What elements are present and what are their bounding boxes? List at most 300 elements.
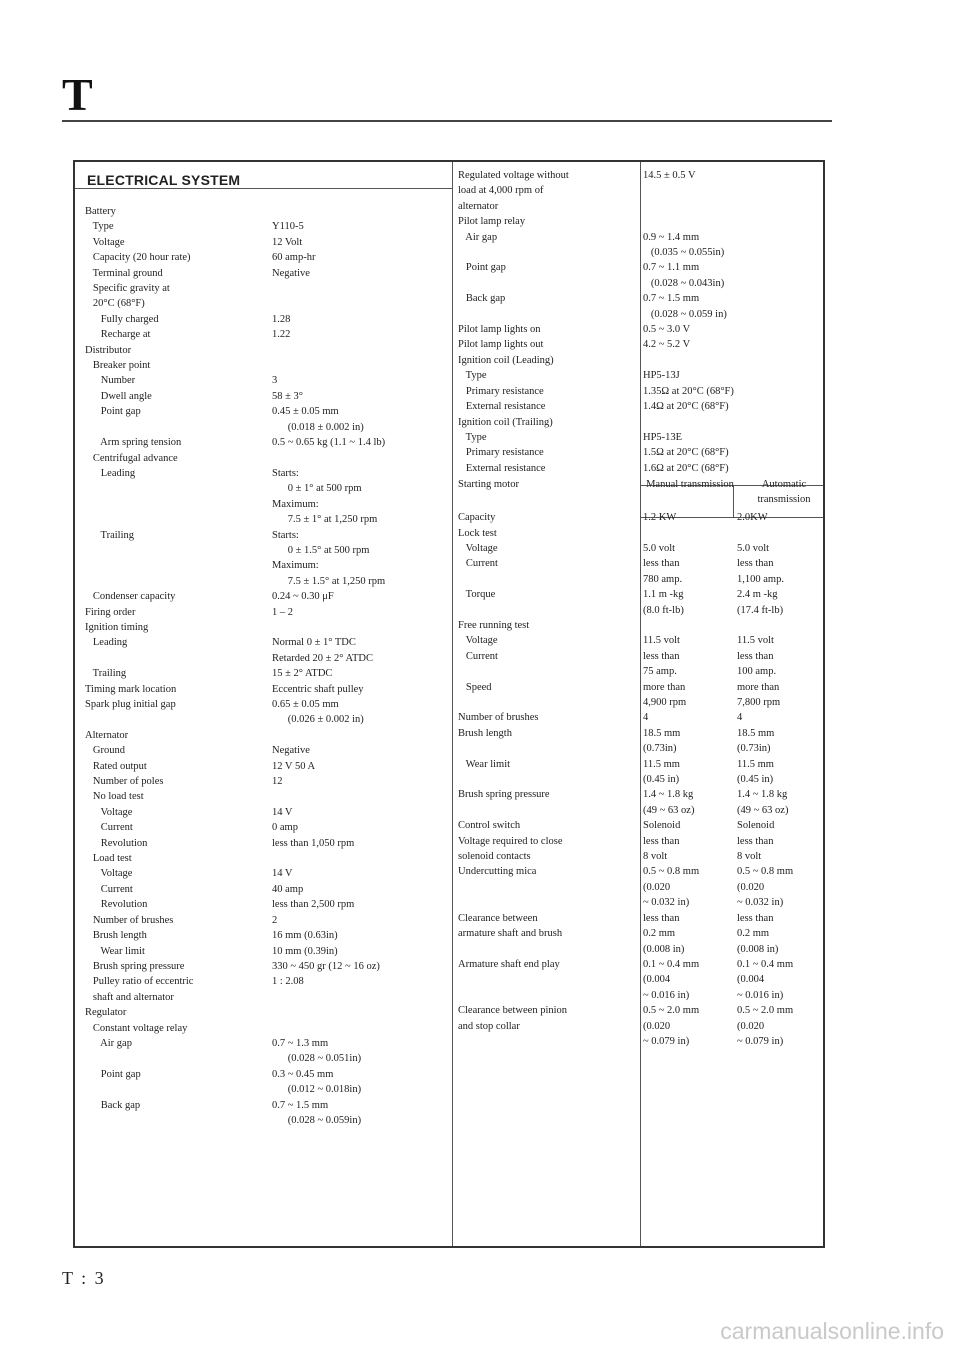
spec-value: less than 2,500 rpm — [272, 899, 355, 911]
spec-value: 60 amp-hr — [272, 252, 316, 264]
spec-value: 7.5 ± 1° at 1,250 rpm — [272, 514, 378, 526]
manual-value: 11.5 volt — [643, 635, 680, 647]
spec-label — [458, 245, 643, 260]
manual-value: 0.5 ~ 2.0 mm — [643, 1005, 700, 1017]
spec-row — [85, 697, 385, 712]
spec-label — [85, 558, 272, 573]
automatic-value: (0.004 — [737, 974, 765, 986]
spec-row — [458, 307, 831, 322]
spec-row — [85, 420, 385, 435]
automatic-value: 1,100 amp. — [737, 573, 784, 585]
spec-label — [85, 1113, 272, 1128]
spec-row — [85, 820, 385, 835]
spec-value: Starts: — [272, 529, 299, 541]
spec-label: Type — [85, 221, 114, 233]
spec-value: 1.6Ω at 20°C (68°F) — [643, 462, 729, 474]
spec-row — [85, 944, 385, 959]
spec-value: less than 1,050 rpm — [272, 837, 355, 849]
spec-value: 1.35Ω at 20°C (68°F) — [643, 385, 734, 397]
manual-value: 18.5 mm — [643, 727, 681, 739]
spec-label: Air gap — [85, 1037, 132, 1049]
spec-row — [458, 587, 831, 602]
automatic-value: less than — [737, 912, 774, 924]
spec-label: Free running test — [458, 619, 530, 631]
spec-label: Trailing — [85, 529, 135, 541]
spec-label: External resistance — [458, 462, 546, 474]
spec-label: Revolution — [85, 837, 148, 849]
spec-value: (0.028 ~ 0.043in) — [643, 277, 725, 289]
spec-value: 0 ± 1° at 500 rpm — [272, 483, 362, 495]
spec-row — [458, 757, 831, 772]
manual-value: more than — [643, 681, 686, 693]
spec-label — [458, 603, 643, 618]
spec-value: HP5-13J — [643, 370, 680, 382]
spec-label: Current — [85, 822, 133, 834]
automatic-value: 0.5 ~ 2.0 mm — [737, 1005, 794, 1017]
spec-row — [458, 399, 831, 414]
spec-row — [85, 728, 385, 743]
spec-row — [85, 990, 385, 1005]
spec-value: 0.7 ~ 1.1 mm — [643, 262, 700, 274]
spec-row — [85, 682, 385, 697]
spec-row — [458, 445, 831, 460]
spec-row — [85, 897, 385, 912]
spec-label: Speed — [458, 681, 492, 693]
right-spec-list — [458, 168, 831, 1049]
spec-row — [458, 168, 831, 183]
manual-value: ~ 0.032 in) — [643, 897, 690, 909]
spec-label — [458, 988, 643, 1003]
spec-row — [85, 235, 385, 250]
spec-label: Number — [85, 375, 136, 387]
spec-row — [85, 759, 385, 774]
spec-label: Point gap — [458, 262, 506, 274]
spec-row — [85, 373, 385, 388]
spec-label: Ignition coil (Leading) — [458, 354, 554, 366]
spec-row — [85, 805, 385, 820]
spec-label: Trailing — [85, 668, 127, 680]
spec-row — [85, 466, 385, 481]
spec-row — [85, 528, 385, 543]
automatic-value: 2.4 m -kg — [737, 589, 778, 601]
spec-value: 14 V — [272, 868, 293, 880]
spec-label: Regulated voltage without — [458, 170, 569, 181]
spec-label: Distributor — [85, 344, 132, 356]
spec-label — [458, 307, 643, 322]
spec-row — [458, 664, 831, 679]
spec-table-frame — [73, 160, 825, 1248]
spec-label: Spark plug initial gap — [85, 699, 176, 710]
automatic-value — [737, 526, 831, 541]
manual-value: 1.1 m -kg — [643, 589, 684, 601]
spec-value: 15 ± 2° ATDC — [272, 668, 333, 680]
spec-value: (0.028 ~ 0.059 in) — [643, 308, 727, 320]
spec-label: Leading — [85, 637, 128, 649]
spec-row — [458, 199, 831, 214]
spec-label: Air gap — [458, 231, 498, 243]
spec-value: 12 Volt — [272, 236, 303, 248]
spec-row — [458, 572, 831, 587]
spec-value: 1.4Ω at 20°C (68°F) — [643, 401, 729, 413]
manual-value: (8.0 ft-lb) — [643, 604, 684, 616]
manual-value: 1.2 KW — [643, 512, 677, 524]
automatic-value: less than — [737, 835, 774, 847]
spec-row — [85, 1113, 385, 1128]
spec-row — [85, 435, 385, 450]
automatic-value: 11.5 volt — [737, 635, 774, 647]
spec-label: load at 4,000 rpm of — [458, 185, 544, 197]
manual-value: 4 — [643, 712, 649, 724]
spec-row — [458, 726, 831, 741]
manual-value: 4,900 rpm — [643, 697, 687, 708]
spec-value: 0.5 ~ 3.0 V — [643, 324, 691, 336]
spec-label: Undercutting mica — [458, 866, 537, 878]
manual-value: less than — [643, 912, 680, 924]
spec-row — [85, 543, 385, 558]
spec-value: 0.5 ~ 0.65 kg (1.1 ~ 1.4 lb) — [272, 437, 386, 449]
manual-value: (0.008 in) — [643, 943, 685, 955]
spec-row — [85, 743, 385, 758]
spec-label: Load test — [85, 853, 132, 865]
spec-row — [458, 695, 831, 710]
spec-label: Centrifugal advance — [85, 452, 178, 464]
spec-row — [458, 368, 831, 383]
spec-row — [85, 1051, 385, 1066]
spec-value: 1 : 2.08 — [272, 976, 304, 988]
spec-value: 0.9 ~ 1.4 mm — [643, 231, 700, 243]
spec-row — [458, 353, 831, 368]
automatic-value: (0.73in) — [737, 743, 771, 755]
spec-row — [458, 1034, 831, 1049]
spec-value: 40 amp — [272, 883, 304, 895]
manual-value: (0.020 — [643, 881, 671, 893]
spec-label — [458, 1034, 643, 1049]
spec-label: alternator — [458, 200, 499, 212]
automatic-value: 11.5 mm — [737, 758, 774, 770]
spec-value: Negative — [272, 745, 310, 757]
spec-label: Ignition coil (Trailing) — [458, 416, 553, 428]
spec-value: Starts: — [272, 467, 299, 479]
spec-row — [458, 230, 831, 245]
spec-value: (0.018 ± 0.002 in) — [272, 421, 364, 433]
spec-value: (0.026 ± 0.002 in) — [272, 714, 364, 726]
spec-value: 1.22 — [272, 329, 291, 341]
automatic-value: less than — [737, 650, 774, 662]
automatic-value: (49 ~ 63 oz) — [737, 804, 789, 816]
spec-label: Breaker point — [85, 360, 151, 372]
spec-row — [85, 497, 385, 512]
spec-label — [85, 543, 272, 558]
spec-label — [458, 895, 643, 910]
spec-label — [85, 651, 272, 666]
spec-row — [85, 404, 385, 419]
spec-label: Current — [458, 558, 498, 570]
spec-row — [85, 204, 385, 219]
spec-label: External resistance — [458, 401, 546, 413]
spec-row — [85, 250, 385, 265]
spec-label: Arm spring tension — [85, 437, 182, 449]
spec-label: Pulley ratio of eccentric — [85, 976, 194, 988]
spec-label: Point gap — [85, 406, 141, 418]
spec-label: Control switch — [458, 820, 521, 832]
manual-value: less than — [643, 558, 680, 570]
spec-row — [458, 291, 831, 306]
spec-label: Ignition timing — [85, 621, 149, 633]
spec-label: Capacity (20 hour rate) — [85, 252, 191, 264]
manual-value — [643, 526, 737, 541]
spec-row — [458, 337, 831, 352]
spec-row — [85, 512, 385, 527]
spec-label — [85, 420, 272, 435]
spec-value: 16 mm (0.63in) — [272, 930, 338, 942]
spec-label: Type — [458, 370, 487, 382]
spec-row — [458, 322, 831, 337]
spec-label — [458, 880, 643, 895]
spec-value: 1 – 2 — [272, 606, 293, 618]
spec-row — [85, 651, 385, 666]
spec-label — [85, 497, 272, 512]
spec-label: Pilot lamp lights out — [458, 339, 544, 351]
spec-label: Voltage — [458, 542, 498, 554]
spec-row — [85, 343, 385, 358]
spec-label: Number of brushes — [458, 712, 539, 724]
spec-row — [458, 415, 831, 430]
spec-row — [85, 851, 385, 866]
spec-label — [85, 481, 272, 496]
spec-row — [85, 327, 385, 342]
spec-label: Wear limit — [458, 758, 511, 770]
spec-row — [85, 712, 385, 727]
manual-value: 0.1 ~ 0.4 mm — [643, 958, 700, 970]
spec-label — [458, 942, 643, 957]
spec-row — [458, 245, 831, 260]
spec-label: Back gap — [458, 293, 506, 305]
spec-row — [458, 556, 831, 571]
spec-value: 14.5 ± 0.5 V — [643, 170, 696, 181]
manual-value: (0.73in) — [643, 743, 677, 755]
spec-label: shaft and alternator — [85, 991, 174, 1003]
spec-value: 4.2 ~ 5.2 V — [643, 339, 691, 351]
spec-row — [458, 430, 831, 445]
spec-row — [85, 312, 385, 327]
spec-row — [458, 633, 831, 648]
spec-label: Lock test — [458, 527, 497, 539]
spec-value: 0.65 ± 0.05 mm — [272, 699, 339, 710]
spec-label: Condenser capacity — [85, 591, 176, 603]
spec-value: 0.24 ~ 0.30 μF — [272, 591, 334, 603]
spec-row — [458, 1003, 831, 1018]
spec-label — [458, 276, 643, 291]
spec-label: Clearance between pinion — [458, 1005, 568, 1017]
spec-value: 12 — [272, 776, 283, 788]
spec-row — [458, 772, 831, 787]
spec-row — [458, 818, 831, 833]
spec-value: 3 — [272, 375, 278, 387]
spec-row — [458, 461, 831, 476]
spec-label — [85, 574, 272, 589]
spec-row — [458, 926, 831, 941]
automatic-value: more than — [737, 681, 780, 693]
spec-row — [458, 384, 831, 399]
spec-row — [458, 849, 831, 864]
manual-value: ~ 0.079 in) — [643, 1035, 690, 1047]
manual-value: (0.020 — [643, 1020, 671, 1032]
automatic-transmission-header: Automatic transmission — [757, 479, 811, 506]
page-number: T : 3 — [62, 1268, 106, 1288]
automatic-value — [737, 618, 831, 633]
spec-row — [85, 789, 385, 804]
spec-value: 0.7 ~ 1.5 mm — [643, 293, 700, 305]
spec-label: Voltage — [458, 635, 498, 647]
spec-label: Voltage — [85, 236, 125, 248]
spec-label: Fully charged — [85, 313, 159, 325]
spec-label — [458, 972, 643, 987]
spec-value: HP5-13E — [643, 431, 683, 443]
spec-row — [458, 1019, 831, 1034]
automatic-value: (0.020 — [737, 1020, 765, 1032]
automatic-value: ~ 0.016 in) — [737, 989, 784, 1001]
spec-label — [85, 712, 272, 727]
manual-value — [643, 618, 737, 633]
spec-label: Current — [458, 650, 498, 662]
spec-row — [85, 281, 385, 296]
spec-row — [85, 266, 385, 281]
manual-transmission-header: Manual transmission — [646, 479, 734, 491]
automatic-value: 0.1 ~ 0.4 mm — [737, 958, 794, 970]
automatic-value: (0.008 in) — [737, 943, 779, 955]
spec-label: Timing mark location — [85, 683, 177, 695]
spec-row — [85, 219, 385, 234]
spec-label: Voltage — [85, 806, 133, 818]
automatic-value: 100 amp. — [737, 666, 777, 678]
spec-label: Brush length — [458, 727, 512, 739]
spec-row — [458, 710, 831, 725]
section-letter: T — [62, 69, 93, 120]
manual-value: 75 amp. — [643, 666, 677, 678]
spec-value: 7.5 ± 1.5° at 1,250 rpm — [272, 575, 386, 587]
spec-value: 0.7 ~ 1.5 mm — [272, 1099, 329, 1111]
spec-row — [458, 988, 831, 1003]
spec-label: Voltage — [85, 868, 133, 880]
spec-row — [85, 866, 385, 881]
spec-row — [458, 680, 831, 695]
spec-row — [85, 296, 385, 311]
spec-label — [458, 772, 643, 787]
spec-row — [458, 649, 831, 664]
spec-label: Capacity — [458, 512, 496, 524]
spec-value: Negative — [272, 267, 310, 279]
spec-row — [85, 959, 385, 974]
spec-value: 1.5Ω at 20°C (68°F) — [643, 447, 729, 459]
spec-row — [85, 620, 385, 635]
spec-row — [458, 618, 831, 633]
spec-row — [458, 260, 831, 275]
automatic-value: 18.5 mm — [737, 727, 775, 739]
spec-row — [85, 1082, 385, 1097]
spec-label: solenoid contacts — [458, 851, 531, 863]
spec-label: 20°C (68°F) — [85, 298, 145, 310]
spec-label: Current — [85, 883, 133, 895]
automatic-value: ~ 0.032 in) — [737, 897, 784, 909]
spec-row — [458, 803, 831, 818]
manual-value: less than — [643, 835, 680, 847]
spec-label: Regulator — [85, 1007, 127, 1019]
spec-row — [458, 276, 831, 291]
spec-value: Eccentric shaft pulley — [272, 683, 364, 695]
spec-value: 0.7 ~ 1.3 mm — [272, 1037, 329, 1049]
spec-label: Primary resistance — [458, 385, 544, 397]
automatic-value: 8 volt — [737, 851, 762, 863]
spec-row — [85, 928, 385, 943]
spec-value: 58 ± 3° — [272, 390, 303, 402]
spec-label — [458, 572, 643, 587]
spec-value: 14 V — [272, 806, 293, 818]
spec-row — [85, 774, 385, 789]
spec-value: Maximum: — [272, 498, 319, 510]
spec-row — [458, 880, 831, 895]
spec-row — [458, 603, 831, 618]
spec-label: Armature shaft end play — [458, 958, 560, 970]
manual-value: 11.5 mm — [643, 758, 680, 770]
spec-label: Rated output — [85, 760, 147, 772]
spec-value: Maximum: — [272, 560, 319, 572]
header-rule — [62, 120, 832, 122]
spec-row — [85, 574, 385, 589]
spec-value: (0.028 ~ 0.059in) — [272, 1114, 362, 1126]
automatic-value: 7,800 rpm — [737, 697, 781, 708]
spec-row — [85, 605, 385, 620]
spec-row — [458, 864, 831, 879]
spec-label: Battery — [85, 206, 116, 217]
spec-label: Ground — [85, 745, 125, 757]
spec-label: Leading — [85, 467, 136, 479]
spec-label: Recharge at — [85, 329, 151, 341]
spec-label: Torque — [458, 589, 496, 601]
spec-row — [85, 1067, 385, 1082]
starting-motor-header-row — [458, 476, 831, 510]
spec-row — [85, 558, 385, 573]
manual-value: 0.5 ~ 0.8 mm — [643, 866, 700, 878]
spec-label — [458, 741, 643, 756]
spec-label: Brush spring pressure — [458, 789, 550, 801]
spec-value: 0 amp — [272, 822, 298, 834]
automatic-value: ~ 0.079 in) — [737, 1035, 784, 1047]
automatic-value: 1.4 ~ 1.8 kg — [737, 789, 788, 801]
spec-row — [458, 957, 831, 972]
spec-value: Y110-5 — [272, 221, 304, 233]
spec-label: Primary resistance — [458, 447, 544, 459]
spec-row — [458, 972, 831, 987]
spec-label: No load test — [85, 791, 144, 803]
spec-row — [85, 635, 385, 650]
spec-label: Back gap — [85, 1099, 141, 1111]
spec-row — [458, 510, 831, 525]
automatic-value: 4 — [737, 712, 743, 724]
manual-value: (0.004 — [643, 974, 671, 986]
spec-value: 1.28 — [272, 313, 291, 325]
manual-value: ~ 0.016 in) — [643, 989, 690, 1001]
spec-label — [458, 803, 643, 818]
spec-row — [85, 389, 385, 404]
spec-label: Number of brushes — [85, 914, 174, 926]
spec-label — [458, 695, 643, 710]
spec-row — [458, 526, 831, 541]
spec-row — [458, 741, 831, 756]
spec-label: Number of poles — [85, 776, 164, 788]
manual-value: less than — [643, 650, 680, 662]
spec-value: Retarded 20 ± 2° ATDC — [272, 652, 373, 664]
manual-value: 1.4 ~ 1.8 kg — [643, 789, 694, 801]
